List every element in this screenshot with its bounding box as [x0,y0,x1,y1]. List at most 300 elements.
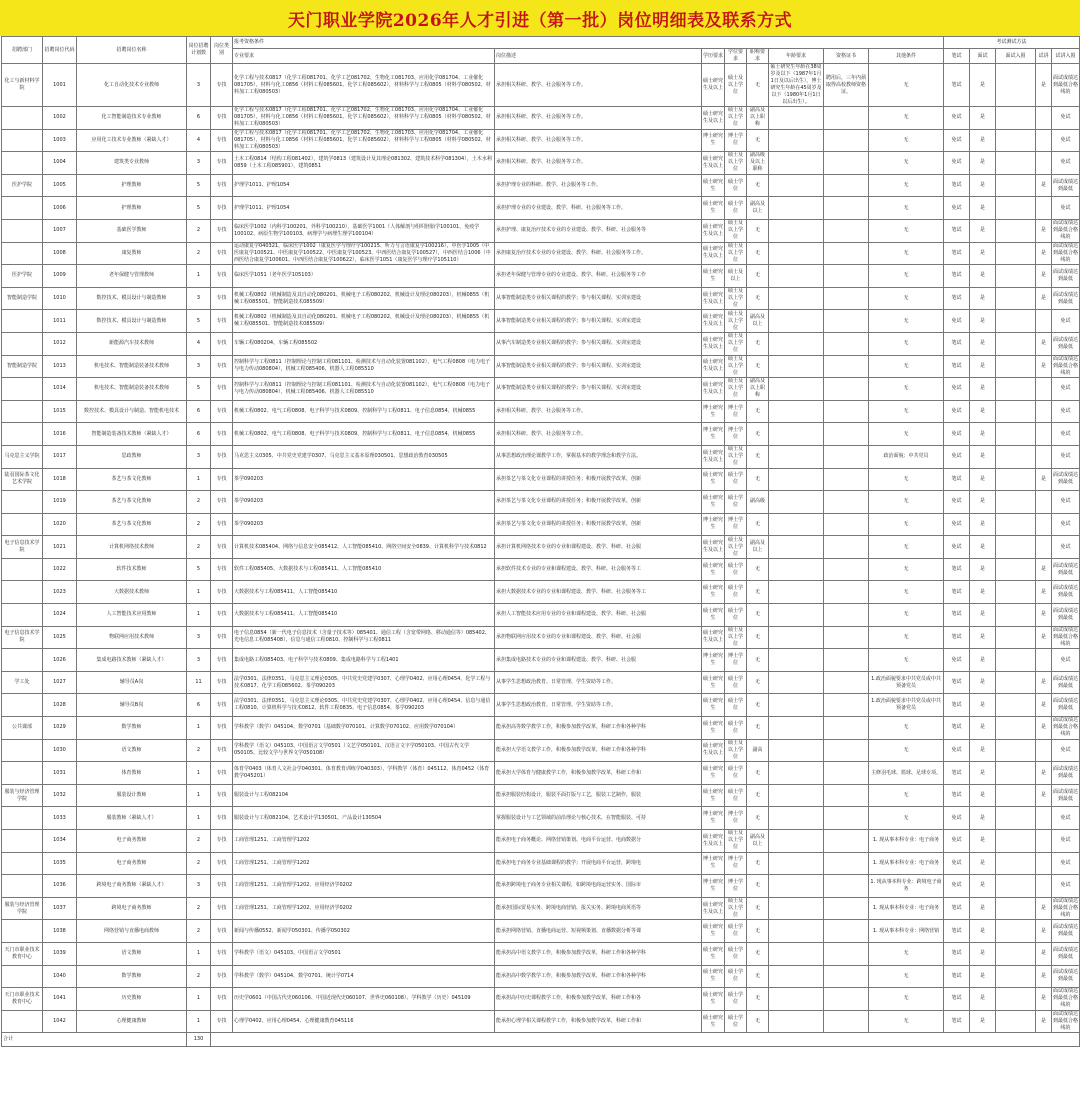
title-req-cell: 无 [747,717,769,740]
type-cell: 专技 [211,626,233,649]
code-cell: 1012 [43,332,77,355]
count-cell: 2 [187,830,211,853]
major-cell: 化学工程与技术0817（化学工程081701、化学工艺081702、生物化工081703、应用化学081704、工业催化081705），材料与化工0856（材料工程085601、化学工程085602），材料科学与工程0805（材料学080502、材料加工工程080503） [233,64,495,107]
exam-interview-cell: 是 [970,942,996,965]
type-cell: 专技 [211,988,233,1011]
desc-cell: 承担护理专业的专业建设、教学、科研、社会服务等工作。 [495,197,702,220]
major-cell: 土木工程0814（结构工程081402），建筑学0813（建筑设计及其理论081302、建筑技术科学081304），土木水利0859（土木工程085901），建筑0851 [233,152,495,175]
degree-cell: 硕士学位 [725,988,747,1011]
code-cell: 1011 [43,310,77,333]
code-cell: 1005 [43,174,77,197]
exam-trial-shortlist-cell: 面试成绩达到最低 [1052,942,1080,965]
cert-cell [824,400,869,423]
exam-interview-cell: 是 [970,671,996,694]
dept-cell [2,107,43,130]
desc-cell: 承担人工智能技术应用专业的专业和课程建设、教学、科研、社会服 [495,604,702,627]
name-cell: 服装教师（紧缺人才） [77,807,187,830]
table-row [2,64,1080,107]
type-cell: 专技 [211,400,233,423]
exam-trial-cell [1036,739,1052,762]
exam-trial-cell [1036,445,1052,468]
type-cell: 专技 [211,581,233,604]
code-cell: 1029 [43,717,77,740]
exam-written-cell: 免试 [944,378,970,401]
cert-cell [824,468,869,491]
code-cell: 1028 [43,694,77,717]
name-cell: 新能源汽车技术教师 [77,332,187,355]
code-cell: 1035 [43,852,77,875]
code-cell: 1004 [43,152,77,175]
age-cell [769,152,824,175]
age-cell [769,423,824,446]
cert-cell [824,739,869,762]
table-row [2,400,1080,423]
age-cell: 硕士研究生年龄在38周岁及以下（1987年1月1日及以后出生），博士研究生年龄在45周岁及以下（1980年1月1日以后出生）。 [770,64,822,105]
desc-cell: 能承担大学体育与健康教学工作，积极参加教学改革，科研工作和 [495,762,702,785]
exam-interview-cell: 是 [970,830,996,853]
major-cell: 计算机技术085404、网络与信息安全085412、人工智能085410、网络空间安全0839、计算机科学与技术0812 [233,536,495,559]
edu-cell: 博士研究生 [702,649,725,672]
age-cell [769,491,824,514]
exam-interview-cell: 是 [970,807,996,830]
exam-interview-shortlist-cell [996,897,1036,920]
name-cell: 软件技术教师 [77,558,187,581]
other-cell: 无 [869,649,944,672]
age-cell [769,807,824,830]
other-cell: 1. 现从事本科专业：电子商务 [869,852,944,875]
title-req-cell: 副高 [747,739,769,762]
exam-interview-shortlist-cell [996,1010,1036,1033]
title-req-cell: 无 [747,897,769,920]
exam-interview-shortlist-cell [996,310,1036,333]
dept-cell: 医护学院 [2,265,43,288]
age-cell [769,942,824,965]
type-cell: 专技 [211,784,233,807]
dept-cell [2,649,43,672]
name-cell: 集成电路技术教师（紧缺人才） [77,649,187,672]
count-cell: 1 [187,942,211,965]
exam-written-cell: 笔试 [944,581,970,604]
exam-interview-shortlist-cell [996,830,1036,853]
name-cell: 心理健康教师 [77,1010,187,1033]
edu-cell: 硕士研究生 [702,1010,725,1033]
title-req-cell: 无 [747,626,769,649]
exam-trial-shortlist-cell: 免试 [1052,152,1080,175]
desc-cell: 承担护理专业的科研、教学、社会服务等工作。 [495,174,702,197]
major-cell: 学科教学（数学）045104、数学0701、统计学0714 [233,965,495,988]
count-cell: 6 [187,400,211,423]
cert-cell [824,197,869,220]
table-row [2,378,1080,401]
degree-cell: 硕士及以上学位 [725,242,747,265]
major-cell: 电子信息0854（新一代电子信息技术（含量子技术等）085401、通信工程（含宽带网络、移动通信等）085402、光电信息工程085408）、信息与通信工程0810、控制科学与工程0811 [233,626,495,649]
count-cell: 3 [187,355,211,378]
table-row [2,920,1080,943]
exam-written-cell: 免试 [944,423,970,446]
type-cell: 专技 [211,920,233,943]
exam-interview-cell: 是 [970,64,996,107]
major-cell: 临床医学1002（内科学100201、外科学100210），基础医学1001（人体解剖与组织胚胎学100101、免疫学100102、病原生物学100103、病理学与病理生理学100104） [233,219,495,242]
name-cell: 网络营销与直播电商教师 [77,920,187,943]
name-cell: 跨境电子商务教师 [77,897,187,920]
exam-interview-cell: 是 [970,649,996,672]
exam-trial-shortlist-cell: 面试成绩达到最低 [1052,468,1080,491]
major-cell: 学科教学（语文）045103、中国语言文学0501（文艺学050101、汉语言文字学050103、中国古代文学050105、比较文学与世界文学050108） [233,739,495,762]
type-cell: 专技 [211,310,233,333]
other-cell: 无 [869,197,944,220]
cert-cell [824,310,869,333]
desc-cell: 承担计算机网络技术专业的专业和课程建设、教学、科研、社会服 [495,536,702,559]
exam-trial-cell: 是 [1036,219,1052,242]
name-cell: 数学教师 [77,717,187,740]
age-cell [769,694,824,717]
exam-interview-shortlist-cell [996,378,1036,401]
table-row [2,513,1080,536]
exam-interview-shortlist-cell [996,762,1036,785]
code-cell: 1002 [43,107,77,130]
type-cell: 专技 [211,965,233,988]
dept-cell: 电子信息技术学院 [2,536,43,559]
title-req-cell: 无 [747,965,769,988]
code-cell: 1041 [43,988,77,1011]
exam-interview-shortlist-cell [996,355,1036,378]
exam-interview-shortlist-cell [996,649,1036,672]
exam-trial-shortlist-cell: 面试成绩达到最低 [1052,671,1080,694]
type-cell: 专技 [211,1010,233,1033]
desc-cell: 承担茶艺与茶文化专业课程的讲授任务；积极开展教学改革，创新 [495,468,702,491]
age-cell [769,671,824,694]
table-row [2,445,1080,468]
exam-written-cell: 免试 [944,739,970,762]
type-cell: 专技 [211,604,233,627]
dept-cell: 服装与经济管理学院 [2,784,43,807]
edu-cell: 硕士研究生及以上 [702,739,725,762]
title-req-cell: 无 [747,875,769,898]
title-req-cell: 副高级及以上职称 [747,152,769,175]
age-cell [769,558,824,581]
age-cell [769,310,824,333]
name-cell: 语文教师 [77,942,187,965]
exam-interview-cell: 是 [970,897,996,920]
exam-trial-shortlist-cell: 免试 [1052,491,1080,514]
major-cell: 服装设计与工程082104、艺术设计学130501、产品设计130504 [233,807,495,830]
exam-interview-shortlist-cell [996,784,1036,807]
exam-interview-shortlist-cell [996,332,1036,355]
age-cell [769,604,824,627]
desc-cell: 能承担高中历史课程教学工作，积极参加教学改革，科研工作和各 [495,988,702,1011]
count-cell: 5 [187,174,211,197]
desc-cell: 能承担服装结构设计，服装平面打版与工艺，服装工艺制作，服装 [495,784,702,807]
exam-trial-shortlist-cell: 免试 [1052,107,1080,130]
type-cell: 专技 [211,355,233,378]
type-cell: 专技 [211,830,233,853]
major-cell: 运动康复学040321，临床医学1002（康复医学与理疗学100215、听力与言语康复学100216），中医学1005（中医康复学100521、中医康复学100522、中医康复学100523、中西医结合康复学100527），中西医结合1006（中西医结合康复学100601、中西医结合康复学100622），临床医学1051（康复医学与理疗学105110） [233,242,495,265]
exam-interview-shortlist-cell [996,152,1036,175]
major-cell: 护理学1011、护理1054 [233,174,495,197]
type-cell: 专技 [211,739,233,762]
cert-cell: 聘用后，三年内须取得高校教师资格证。 [824,64,869,107]
type-cell: 专技 [211,671,233,694]
table-row [2,694,1080,717]
exam-trial-cell [1036,423,1052,446]
type-cell: 专技 [211,174,233,197]
major-cell: 化学工程与技术0817（化学工程081701、化学工艺081702、生物化工081703、应用化学081704、工业催化081705），材料与化工0856（材料工程085601、化学工程085602），材料科学与工程0805（材料学080502、材料加工工程080503） [233,129,495,152]
table-row [2,219,1080,242]
desc-cell: 承担集成电路技术专业的专业和课程建设、教学、科研、社会服 [495,649,702,672]
exam-interview-cell: 是 [970,626,996,649]
desc-cell: 能承担大学语文教学工作，积极参加教学改革，科研工作和各种学科 [495,739,702,762]
count-cell: 1 [187,1010,211,1033]
exam-written-cell: 免试 [944,491,970,514]
other-cell: 无 [869,739,944,762]
name-cell: 康复教师 [77,242,187,265]
header-code: 招聘岗位代码 [43,37,77,64]
exam-trial-cell [1036,152,1052,175]
code-cell: 1008 [43,242,77,265]
count-cell: 4 [187,332,211,355]
edu-cell: 硕士研究生 [702,942,725,965]
cert-cell [824,129,869,152]
exam-interview-cell: 是 [970,445,996,468]
table-row [2,830,1080,853]
table-row [2,197,1080,220]
exam-interview-cell: 是 [970,378,996,401]
count-cell: 2 [187,739,211,762]
degree-cell: 博士学位 [725,423,747,446]
exam-interview-cell: 是 [970,513,996,536]
table-row [2,152,1080,175]
desc-cell: 承担护理、康复治疗技术专业的专业建设、教学、科研、社会服务等 [495,219,702,242]
other-cell: 1. 现从事本科专业：网络营销 [869,920,944,943]
code-cell: 1019 [43,491,77,514]
exam-interview-cell: 是 [970,287,996,310]
dept-cell [2,310,43,333]
edu-cell: 硕士研究生及以上 [702,332,725,355]
exam-interview-shortlist-cell [996,988,1036,1011]
type-cell: 专技 [211,875,233,898]
table-row [2,965,1080,988]
title-req-cell: 无 [747,265,769,288]
exam-trial-cell: 是 [1036,671,1052,694]
name-cell: 茶艺与茶文化教师 [77,491,187,514]
exam-trial-cell: 是 [1036,626,1052,649]
edu-cell: 博士研究生 [702,129,725,152]
exam-trial-shortlist-cell: 面试成绩达到最低合格线的 [1053,717,1079,738]
age-cell [769,626,824,649]
title-req-cell: 无 [747,694,769,717]
code-cell: 1027 [43,671,77,694]
edu-cell: 博士研究生 [702,423,725,446]
exam-interview-cell: 是 [970,174,996,197]
edu-cell: 硕士研究生 [702,717,725,740]
title-req-cell: 副高及以上 [747,830,769,853]
exam-interview-cell: 是 [970,739,996,762]
edu-cell: 硕士研究生 [702,174,725,197]
desc-cell: 承担老年保健与管理专业的专业建设、教学、科研、社会服务等工作 [495,265,702,288]
type-cell: 专技 [211,536,233,559]
major-cell: 大数据技术与工程085411、人工智能085410 [233,581,495,604]
name-cell: 体育教师 [77,762,187,785]
major-cell: 新闻与传播0552、新闻学050301、传播学050302 [233,920,495,943]
exam-interview-shortlist-cell [996,581,1036,604]
title-req-cell: 无 [747,762,769,785]
name-cell: 数控技术、模具设计与制造、智能机电技术 [77,400,187,423]
exam-trial-cell: 是 [1036,355,1052,378]
exam-written-cell: 免试 [944,152,970,175]
desc-cell: 能承担高中数学教学工作，积极参加教学改革，科研工作和各种学科 [495,965,702,988]
name-cell: 语文教师 [77,739,187,762]
table-row [2,784,1080,807]
type-cell: 专技 [211,468,233,491]
degree-cell: 硕士学位 [725,468,747,491]
title-req-cell: 无 [747,400,769,423]
exam-trial-cell [1036,649,1052,672]
header-other: 其他条件 [869,49,944,64]
exam-trial-cell: 是 [1036,242,1052,265]
exam-trial-cell [1036,536,1052,559]
degree-cell: 硕士及以上学位 [725,445,747,468]
type-cell: 专技 [211,852,233,875]
desc-cell: 承担康复治疗技术专业的专业建设、教学、科研、社会服务等工作。 [495,242,702,265]
degree-cell: 硕士学位 [725,784,747,807]
code-cell: 1003 [43,129,77,152]
age-cell [769,1010,824,1033]
desc-cell: 从事汽车制造类专业相关课程的教学；参与相关课程、实训室建设 [495,332,702,355]
exam-interview-shortlist-cell [996,626,1036,649]
exam-written-cell: 笔试 [944,942,970,965]
major-cell: 机械工程0802、电气工程0808、电子科学与技术0809、控制科学与工程0811、电子信息0854、机械0855 [233,423,495,446]
exam-written-cell: 笔试 [944,671,970,694]
other-cell: 无 [869,468,944,491]
table-row [2,287,1080,310]
type-cell: 专技 [211,332,233,355]
exam-trial-cell: 是 [1036,1010,1052,1033]
exam-trial-shortlist-cell: 面试成绩达到最低 [1052,558,1080,581]
table-row [2,604,1080,627]
title-req-cell: 副高级 [747,491,769,514]
table-row [2,265,1080,288]
exam-trial-shortlist-cell: 免试 [1052,830,1080,853]
cert-cell [824,513,869,536]
exam-written-cell: 笔试 [944,558,970,581]
other-cell: 无 [869,378,944,401]
exam-trial-shortlist-cell: 免试 [1052,875,1080,898]
exam-interview-shortlist-cell [996,717,1036,740]
major-cell: 茶学090203 [233,513,495,536]
exam-interview-cell: 是 [970,762,996,785]
title-req-cell: 无 [747,129,769,152]
code-cell: 1007 [43,219,77,242]
age-cell [769,830,824,853]
table-row [2,558,1080,581]
count-cell: 6 [187,423,211,446]
exam-written-cell: 免试 [944,513,970,536]
code-cell: 1009 [43,265,77,288]
type-cell: 专技 [211,558,233,581]
exam-trial-shortlist-cell: 面试成绩达到最低 [1052,287,1080,310]
code-cell: 1037 [43,897,77,920]
exam-interview-shortlist-cell [996,852,1036,875]
major-cell: 软件工程085405、大数据技术与工程085411、人工智能085410 [233,558,495,581]
header-type: 岗位类别 [211,37,233,64]
degree-cell: 硕士及以上学位 [725,64,747,107]
age-cell [769,513,824,536]
header-exam-interview-shortlist: 面试入围 [996,49,1036,64]
cert-cell [824,423,869,446]
exam-trial-shortlist-cell: 面试成绩达到最低 [1052,174,1080,197]
exam-trial-cell: 是 [1036,332,1052,355]
dept-cell [2,332,43,355]
degree-cell: 硕士及以上学位 [725,332,747,355]
count-cell: 2 [187,491,211,514]
type-cell: 专技 [211,64,233,107]
other-cell: 无 [869,152,944,175]
cert-cell [824,694,869,717]
edu-cell: 博士研究生 [702,513,725,536]
code-cell: 1018 [43,468,77,491]
exam-interview-shortlist-cell [996,671,1036,694]
cert-cell [824,491,869,514]
age-cell [769,265,824,288]
age-cell [769,219,824,242]
dept-cell [2,920,43,943]
code-cell: 1016 [43,423,77,446]
desc-cell: 能承担高中语文教学工作，积极参加教学改革，科研工作和各种学科 [495,942,702,965]
type-cell: 专技 [211,219,233,242]
table-row [2,129,1080,152]
edu-cell: 硕士研究生及以上 [702,242,725,265]
code-cell: 1025 [43,626,77,649]
code-cell: 1013 [43,355,77,378]
title-req-cell: 无 [747,649,769,672]
exam-interview-shortlist-cell [996,445,1036,468]
exam-trial-shortlist-cell: 免试 [1052,378,1080,401]
cert-cell [824,875,869,898]
code-cell: 1040 [43,965,77,988]
exam-written-cell: 免试 [944,129,970,152]
exam-interview-cell: 是 [970,694,996,717]
exam-interview-shortlist-cell [996,423,1036,446]
dept-cell [2,604,43,627]
cert-cell [824,604,869,627]
exam-trial-cell: 是 [1036,897,1052,920]
dept-cell [2,852,43,875]
exam-interview-shortlist-cell [996,197,1036,220]
count-cell: 1 [187,265,211,288]
edu-cell: 硕士研究生及以上 [702,152,725,175]
table-row [2,332,1080,355]
edu-cell: 硕士研究生及以上 [702,310,725,333]
degree-cell: 硕士及以上学位 [725,310,747,333]
exam-trial-shortlist-cell: 免试 [1052,513,1080,536]
dept-cell [2,513,43,536]
other-cell: 无 [869,310,944,333]
count-cell: 1 [187,604,211,627]
exam-written-cell: 免试 [944,807,970,830]
title-req-cell: 无 [747,219,769,242]
name-cell: 计算机网络技术教师 [77,536,187,559]
edu-cell: 硕士研究生及以上 [702,830,725,853]
code-cell: 1015 [43,400,77,423]
name-cell: 茶艺与茶文化教师 [77,513,187,536]
name-cell: 电子商务教师 [77,830,187,853]
count-cell: 2 [187,219,211,242]
edu-cell: 博士研究生 [702,852,725,875]
code-cell: 1020 [43,513,77,536]
name-cell: 化工智能制造技术专业教师 [77,107,187,130]
cert-cell [824,445,869,468]
age-cell [769,332,824,355]
